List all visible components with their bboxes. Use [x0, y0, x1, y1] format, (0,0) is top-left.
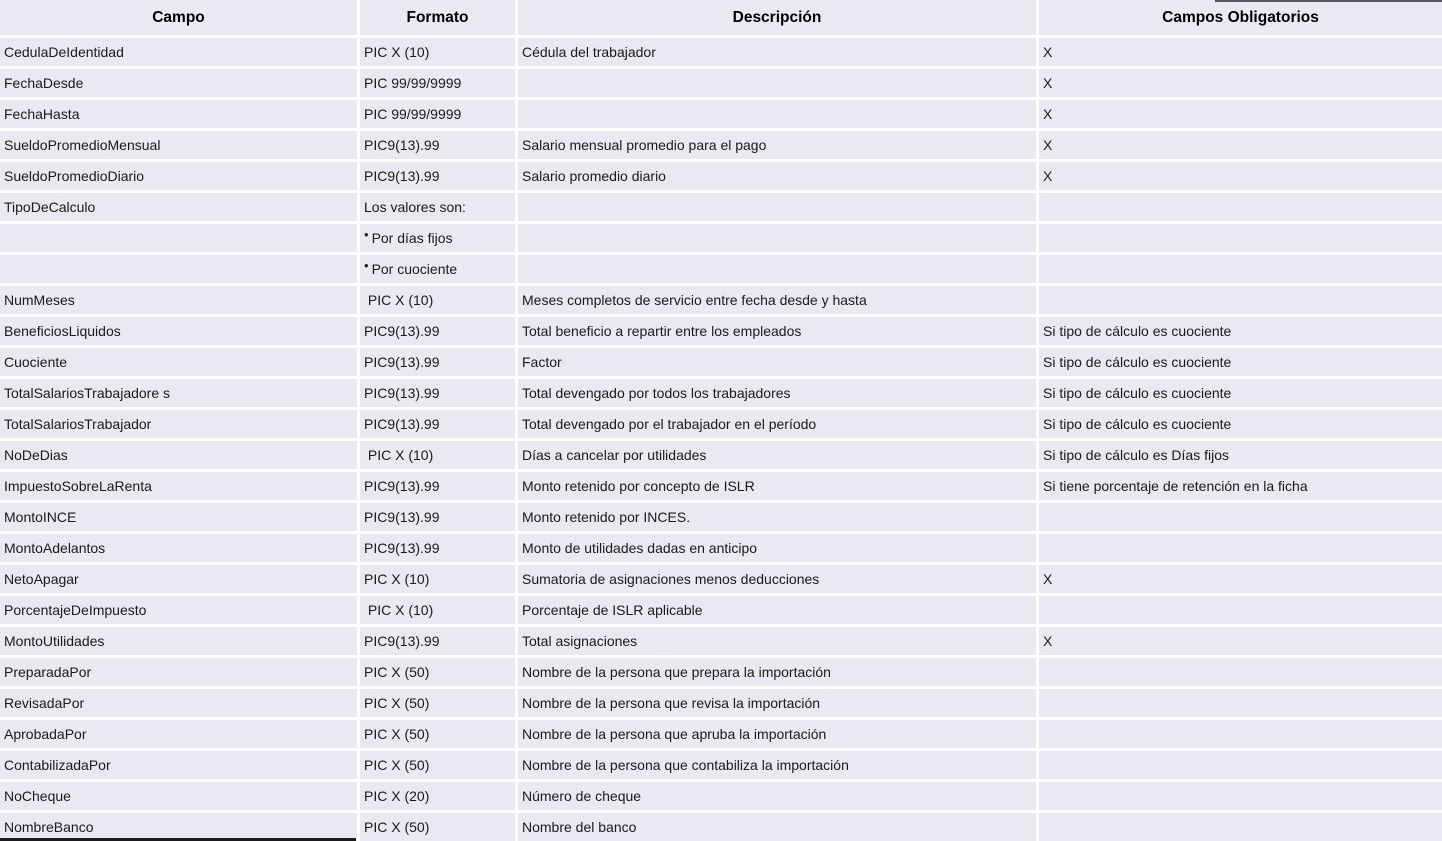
obligatorio-cell — [1039, 782, 1442, 810]
obligatorio-cell: X — [1039, 100, 1442, 128]
formato-cell: PIC9(13).99 — [360, 503, 515, 531]
descripcion-cell: Meses completos de servicio entre fecha desde y hasta — [518, 286, 1036, 314]
descripcion-cell: Nombre de la persona que prepara la importación — [518, 658, 1036, 686]
descripcion-cell — [518, 255, 1036, 283]
formato-cell: PIC9(13).99 — [360, 348, 515, 376]
obligatorio-cell: X — [1039, 565, 1442, 593]
bullet-icon: • — [364, 226, 369, 242]
descripcion-cell: Salario promedio diario — [518, 162, 1036, 190]
formato-cell: PIC9(13).99 — [360, 472, 515, 500]
formato-cell: PIC9(13).99 — [360, 131, 515, 159]
descripcion-cell: Total beneficio a repartir entre los empleados — [518, 317, 1036, 345]
formato-cell: PIC X (50) — [360, 751, 515, 779]
column-header-campo: Campo — [0, 0, 357, 35]
obligatorio-cell — [1039, 658, 1442, 686]
obligatorio-cell: Si tipo de cálculo es cuociente — [1039, 317, 1442, 345]
descripcion-cell: Total asignaciones — [518, 627, 1036, 655]
campo-cell: NoDeDias — [0, 441, 357, 469]
descripcion-cell: Monto retenido por concepto de ISLR — [518, 472, 1036, 500]
descripcion-cell: Monto de utilidades dadas en anticipo — [518, 534, 1036, 562]
campo-cell: ContabilizadaPor — [0, 751, 357, 779]
obligatorio-cell — [1039, 224, 1442, 252]
campo-cell: BeneficiosLiquidos — [0, 317, 357, 345]
campo-cell: NetoApagar — [0, 565, 357, 593]
formato-cell: PIC X (50) — [360, 720, 515, 748]
descripcion-cell: Total devengado por el trabajador en el período — [518, 410, 1036, 438]
formato-cell: PIC X (50) — [360, 658, 515, 686]
formato-cell: PIC 99/99/9999 — [360, 100, 515, 128]
descripcion-cell — [518, 193, 1036, 221]
formato-cell: PIC9(13).99 — [360, 410, 515, 438]
campo-cell — [0, 255, 357, 283]
obligatorio-cell: X — [1039, 627, 1442, 655]
descripcion-cell: Cédula del trabajador — [518, 38, 1036, 66]
obligatorio-cell — [1039, 255, 1442, 283]
campo-cell: PreparadaPor — [0, 658, 357, 686]
descripcion-cell: Salario mensual promedio para el pago — [518, 131, 1036, 159]
formato-cell: PIC9(13).99 — [360, 627, 515, 655]
obligatorio-cell: X — [1039, 162, 1442, 190]
descripcion-cell: Porcentaje de ISLR aplicable — [518, 596, 1036, 624]
formato-cell: PIC9(13).99 — [360, 379, 515, 407]
descripcion-cell: Total devengado por todos los trabajadores — [518, 379, 1036, 407]
obligatorio-cell — [1039, 751, 1442, 779]
obligatorio-cell: Si tipo de cálculo es cuociente — [1039, 410, 1442, 438]
descripcion-cell: Días a cancelar por utilidades — [518, 441, 1036, 469]
descripcion-cell: Nombre de la persona que revisa la importación — [518, 689, 1036, 717]
obligatorio-cell — [1039, 534, 1442, 562]
obligatorio-cell — [1039, 193, 1442, 221]
campo-cell: ImpuestoSobreLaRenta — [0, 472, 357, 500]
campo-cell: PorcentajeDeImpuesto — [0, 596, 357, 624]
descripcion-cell — [518, 100, 1036, 128]
campo-cell: FechaHasta — [0, 100, 357, 128]
descripcion-cell: Nombre del banco — [518, 813, 1036, 841]
formato-cell: PIC X (10) — [360, 286, 515, 314]
formato-cell: PIC X (10) — [360, 38, 515, 66]
formato-cell: PIC X (10) — [360, 596, 515, 624]
formato-cell: PIC X (20) — [360, 782, 515, 810]
obligatorio-cell: Si tipo de cálculo es cuociente — [1039, 348, 1442, 376]
obligatorio-cell — [1039, 689, 1442, 717]
formato-cell: • Por días fijos — [360, 224, 515, 252]
obligatorio-cell — [1039, 286, 1442, 314]
descripcion-cell: Número de cheque — [518, 782, 1036, 810]
descripcion-cell — [518, 224, 1036, 252]
bullet-icon: • — [364, 257, 369, 273]
campo-cell: TotalSalariosTrabajador — [0, 410, 357, 438]
campo-cell: MontoUtilidades — [0, 627, 357, 655]
obligatorio-cell: Si tipo de cálculo es Días fijos — [1039, 441, 1442, 469]
formato-cell: PIC X (10) — [360, 565, 515, 593]
campo-cell: CedulaDeIdentidad — [0, 38, 357, 66]
descripcion-cell: Nombre de la persona que apruba la importación — [518, 720, 1036, 748]
campo-cell — [0, 224, 357, 252]
descripcion-cell: Sumatoria de asignaciones menos deducciones — [518, 565, 1036, 593]
campo-cell: NoCheque — [0, 782, 357, 810]
obligatorio-cell — [1039, 596, 1442, 624]
obligatorio-cell: Si tipo de cálculo es cuociente — [1039, 379, 1442, 407]
obligatorio-cell: X — [1039, 131, 1442, 159]
formato-cell: PIC9(13).99 — [360, 534, 515, 562]
campo-cell: MontoAdelantos — [0, 534, 357, 562]
obligatorio-cell — [1039, 720, 1442, 748]
formato-cell: Los valores son: — [360, 193, 515, 221]
descripcion-cell: Factor — [518, 348, 1036, 376]
obligatorio-cell — [1039, 813, 1442, 841]
obligatorio-cell: Si tiene porcentaje de retención en la ficha — [1039, 472, 1442, 500]
campo-cell: SueldoPromedioDiario — [0, 162, 357, 190]
formato-cell: PIC X (10) — [360, 441, 515, 469]
cropped-content-strip-top — [1215, 0, 1442, 2]
obligatorio-cell — [1039, 503, 1442, 531]
obligatorio-cell: X — [1039, 38, 1442, 66]
obligatorio-cell: X — [1039, 69, 1442, 97]
campo-cell: RevisadaPor — [0, 689, 357, 717]
descripcion-cell — [518, 69, 1036, 97]
formato-cell: PIC9(13).99 — [360, 317, 515, 345]
campo-cell: FechaDesde — [0, 69, 357, 97]
column-header-formato: Formato — [360, 0, 515, 35]
campo-cell: TipoDeCalculo — [0, 193, 357, 221]
formato-cell: PIC X (50) — [360, 813, 515, 841]
campo-cell: NumMeses — [0, 286, 357, 314]
campo-cell: SueldoPromedioMensual — [0, 131, 357, 159]
descripcion-cell: Nombre de la persona que contabiliza la importación — [518, 751, 1036, 779]
formato-cell: PIC9(13).99 — [360, 162, 515, 190]
descripcion-cell: Monto retenido por INCES. — [518, 503, 1036, 531]
formato-cell: PIC X (50) — [360, 689, 515, 717]
campo-cell: AprobadaPor — [0, 720, 357, 748]
column-header-campos-obligatorios: Campos Obligatorios — [1039, 0, 1442, 35]
formato-cell: PIC 99/99/9999 — [360, 69, 515, 97]
campo-cell: TotalSalariosTrabajadore s — [0, 379, 357, 407]
formato-cell: • Por cuociente — [360, 255, 515, 283]
column-header-descripcion: Descripción — [518, 0, 1036, 35]
campo-cell: MontoINCE — [0, 503, 357, 531]
campo-cell: Cuociente — [0, 348, 357, 376]
campo-cell: NombreBanco — [0, 813, 357, 841]
